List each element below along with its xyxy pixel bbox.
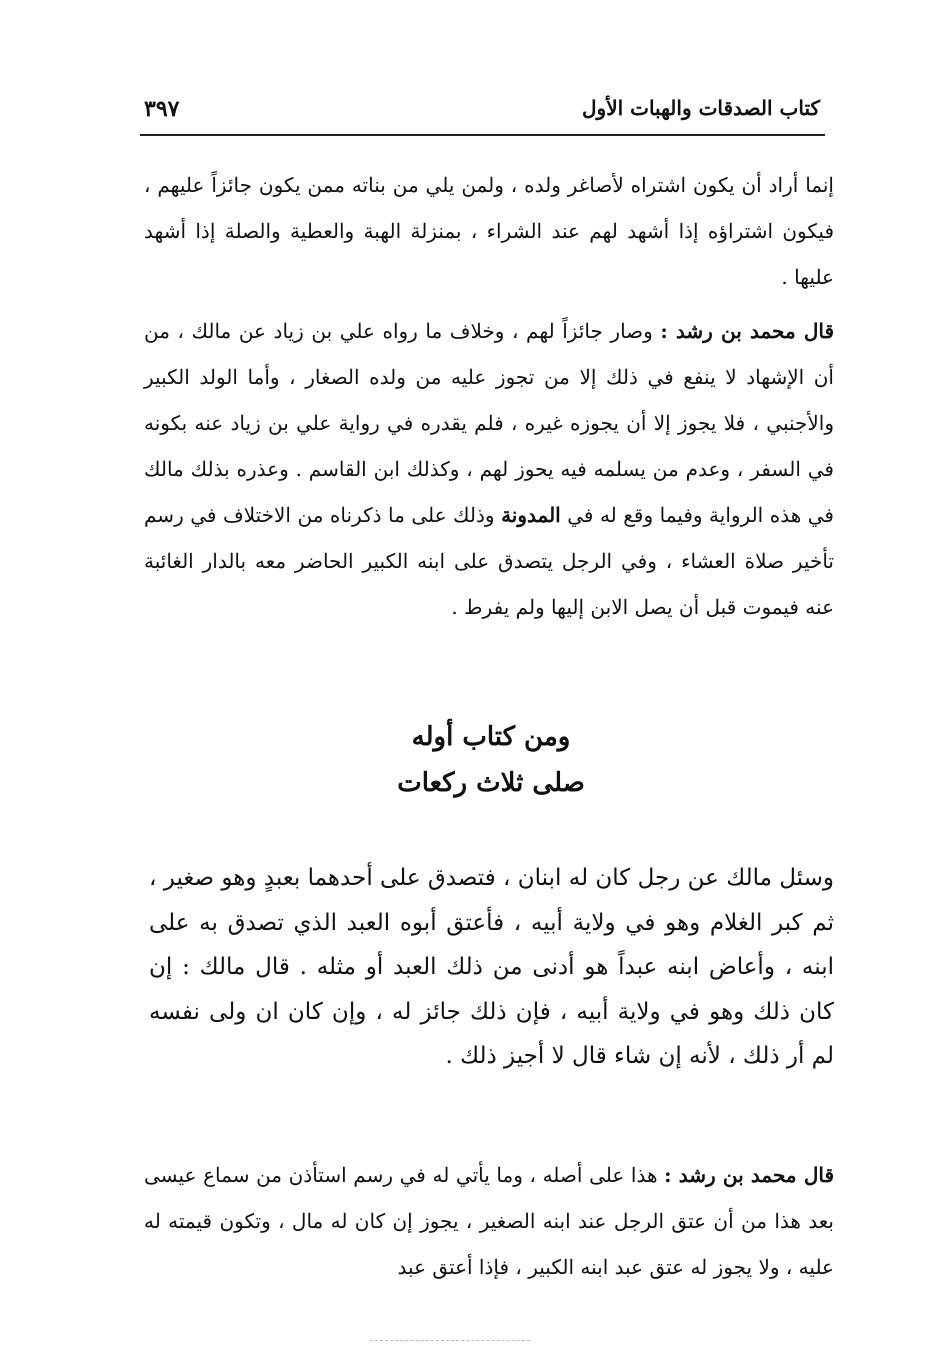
scan-mark [370,1340,530,1342]
mudawwana-term: المدونة [501,503,561,527]
page-number: ٣٩٧ [144,96,180,122]
header-rule [140,134,825,136]
paragraph-4 [144,1152,834,1290]
paragraph-3-text: وسئل مالك عن رجل كان له ابنان ، فتصدق على أحدهما بعبدٍ وهو صغير ، ثم كبر الغلام وهو في ولاية أبيه ، فأعتق أبوه العبد الذي تصدق به على ابنه ، وأعاض ابنه عبداً هو أدنى من ذلك العبد أو مثله . قال مالك : إن كان ذلك وهو في ولاية أبيه ، فإن ذلك جائز له ، وإن كان ان ولى نفسه لم أر ذلك ، لأنه إن شاء قال لا أجيز ذلك . [149,865,834,1069]
speaker-label: قال محمد بن رشد : [660,319,835,343]
section-heading-line-1: ومن كتاب أوله [411,722,571,752]
speaker-label: قال محمد بن رشد : [664,1163,835,1187]
paragraph-2 [144,308,834,630]
paragraph-4-text: هذا على أصله ، وما يأتي له في رسم استأذن من سماع عيسى بعد هذا من أن عتق الرجل عند ابنه الصغير ، يجوز إن كان له مال ، وتكون قيمته له عليه ، ولا يجوز له عتق عبد ابنه الكبير ، فإذا أعتق عبد [144,1163,834,1279]
section-heading-line-2: صلى ثلاث ركعات [397,768,585,798]
paragraph-2-text: وصار جائزاً لهم ، وخلاف ما رواه علي بن زياد عن مالك ، من أن الإشهاد لا ينفع في ذلك إلا من تجوز عليه من ولده الصغار ، وأما الولد الكبير والأجنبي ، فلا يجوز إلا أن يجوزه غيره ، فلم يقدره في رواية علي بن زياد عنه بكونه في السفر ، وعدم من يسلمه فيه يحوز لهم ، وكذلك ابن القاسم . وعذره بذلك مالك في هذه الرواية وفيما وقع له في [144,319,834,527]
paragraph-2-text-after: وذلك على ما ذكرناه من الاختلاف في رسم تأخير صلاة العشاء ، وفي الرجل يتصدق على ابنه الكبير الحاضر معه بالدار الغائبة عنه فيموت قبل أن يصل الابن إليها ولم يفرط . [144,503,834,619]
paragraph-3 [149,856,834,1079]
paragraph-1 [144,162,834,300]
paragraph-1-text: إنما أراد أن يكون اشتراه لأصاغر ولده ، ولمن يلي من بناته ممن يكون جائزاً عليهم ، فيكون اشتراؤه إذا أشهد لهم عند الشراء ، بمنزلة الهبة والعطية والصلة إذا أشهد عليها . [144,173,834,289]
page-header [140,92,820,132]
running-title: كتاب الصدقات والهبات الأول [582,96,820,120]
